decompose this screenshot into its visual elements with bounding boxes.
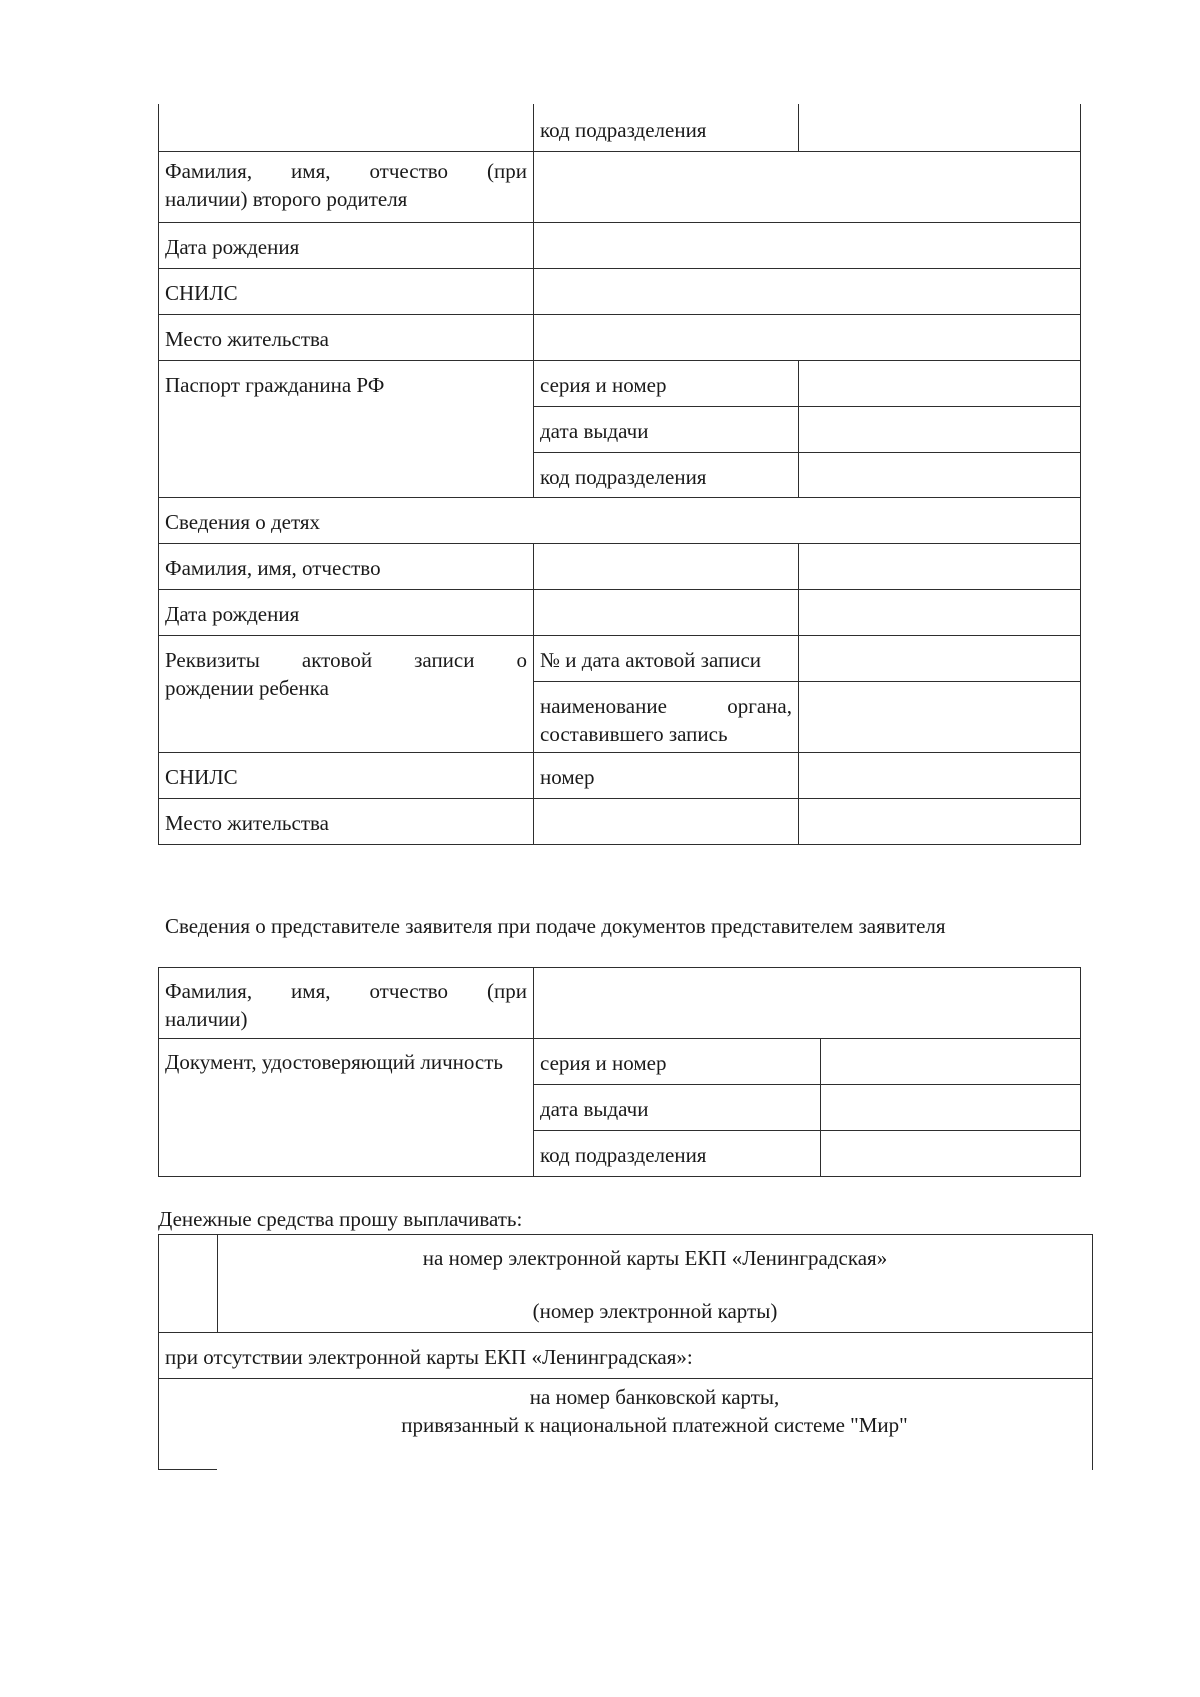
bank-option-line: на номер банковской карты,	[529, 1385, 780, 1409]
representative-doc-label	[158, 1038, 534, 1177]
passport-code-label	[533, 452, 799, 498]
ekp-hint-text: (номер электронной карты)	[532, 1299, 778, 1323]
label-text: Паспорт гражданина РФ	[165, 373, 385, 397]
child-residence-label	[158, 798, 534, 845]
child-fio-field[interactable]	[798, 543, 1081, 590]
child-fio-field[interactable]	[533, 543, 799, 590]
act-number-field[interactable]	[798, 635, 1081, 682]
label-text: дата выдачи	[540, 419, 649, 443]
parent2-fio-label	[158, 151, 534, 223]
parent2-snils-label	[158, 268, 534, 315]
label-text: СНИЛС	[165, 765, 238, 789]
doc-date-label	[533, 1084, 821, 1131]
act-number-label	[533, 635, 799, 682]
passport-series-field[interactable]	[798, 360, 1081, 407]
parent2-birth-field[interactable]	[533, 222, 1081, 269]
label-line: рождении ребенка	[165, 676, 329, 700]
label-text: серия и номер	[540, 373, 667, 397]
section-title-text: Сведения о детях	[165, 510, 321, 534]
child-birth-field[interactable]	[533, 589, 799, 636]
label-text: СНИЛС	[165, 281, 238, 305]
parent2-snils-field[interactable]	[533, 268, 1081, 315]
act-org-label	[533, 681, 799, 753]
act-org-field[interactable]	[798, 681, 1081, 753]
child-fio-label	[158, 543, 534, 590]
label-text: номер	[540, 765, 595, 789]
label-text: Фамилия, имя, отчество	[165, 556, 381, 580]
doc-date-field[interactable]	[820, 1084, 1081, 1131]
snils-number-label	[533, 752, 799, 799]
no-ekp-note	[158, 1332, 1093, 1379]
doc-series-field[interactable]	[820, 1038, 1081, 1085]
snils-number-field[interactable]	[798, 752, 1081, 799]
label-text: Место жительства	[165, 811, 329, 835]
parent2-passport-label	[158, 360, 534, 498]
parent2-residence-label	[158, 314, 534, 361]
label-text: код подразделения	[540, 465, 707, 489]
representative-fio-field[interactable]	[533, 967, 1081, 1039]
label-text: код подразделения	[540, 118, 707, 142]
passport-code-field[interactable]	[798, 452, 1081, 498]
passport-date-label	[533, 406, 799, 453]
label-text: Место жительства	[165, 327, 329, 351]
parent2-fio-field[interactable]	[533, 151, 1081, 223]
label-text: дата выдачи	[540, 1097, 649, 1121]
child-act-label	[158, 635, 534, 753]
doc-code-label	[533, 1130, 821, 1177]
label-line: составившего запись	[540, 722, 728, 746]
ekp-checkbox[interactable]	[158, 1234, 218, 1333]
doc-code-field[interactable]	[820, 1130, 1081, 1177]
label-text: Дата рождения	[165, 602, 300, 626]
label-text: Дата рождения	[165, 235, 300, 259]
label-text: Документ, удостоверяющий личность	[165, 1050, 503, 1074]
table-cell	[158, 104, 534, 152]
label-text: серия и номер	[540, 1051, 667, 1075]
parent2-residence-field[interactable]	[533, 314, 1081, 361]
representative-heading: Сведения о представителе заявителя при подаче документов представителем заявителя	[165, 914, 946, 938]
bank-card-option	[217, 1378, 1093, 1470]
child-birth-field[interactable]	[798, 589, 1081, 636]
passport-code-label	[533, 104, 799, 152]
children-section-title	[158, 497, 1081, 544]
payment-heading: Денежные средства прошу выплачивать:	[158, 1207, 523, 1231]
passport-date-field[interactable]	[798, 406, 1081, 453]
parent2-birth-label	[158, 222, 534, 269]
label-line: Фамилия, имя, отчество (при	[165, 979, 527, 1003]
child-residence-field[interactable]	[533, 798, 799, 845]
passport-series-label	[533, 360, 799, 407]
child-residence-field[interactable]	[798, 798, 1081, 845]
child-snils-label	[158, 752, 534, 799]
label-line: наименование органа,	[540, 694, 792, 718]
passport-code-field[interactable]	[798, 104, 1081, 152]
ekp-option-text: на номер электронной карты ЕКП «Ленинградская»	[422, 1246, 888, 1270]
doc-series-label	[533, 1038, 821, 1085]
label-line: Фамилия, имя, отчество (при	[165, 159, 527, 183]
label-text: код подразделения	[540, 1143, 707, 1167]
label-line: наличии)	[165, 1007, 248, 1031]
bank-card-checkbox[interactable]	[158, 1378, 218, 1470]
label-line: наличии) второго родителя	[165, 187, 408, 211]
representative-fio-label	[158, 967, 534, 1039]
label-line: Реквизиты актовой записи о	[165, 648, 527, 672]
bank-option-line: привязанный к национальной платежной системе "Мир"	[401, 1413, 908, 1437]
note-text: при отсутствии электронной карты ЕКП «Ленинградская»:	[165, 1345, 693, 1369]
label-text: № и дата актовой записи	[540, 648, 762, 672]
child-birth-label	[158, 589, 534, 636]
ekp-option	[217, 1234, 1093, 1333]
